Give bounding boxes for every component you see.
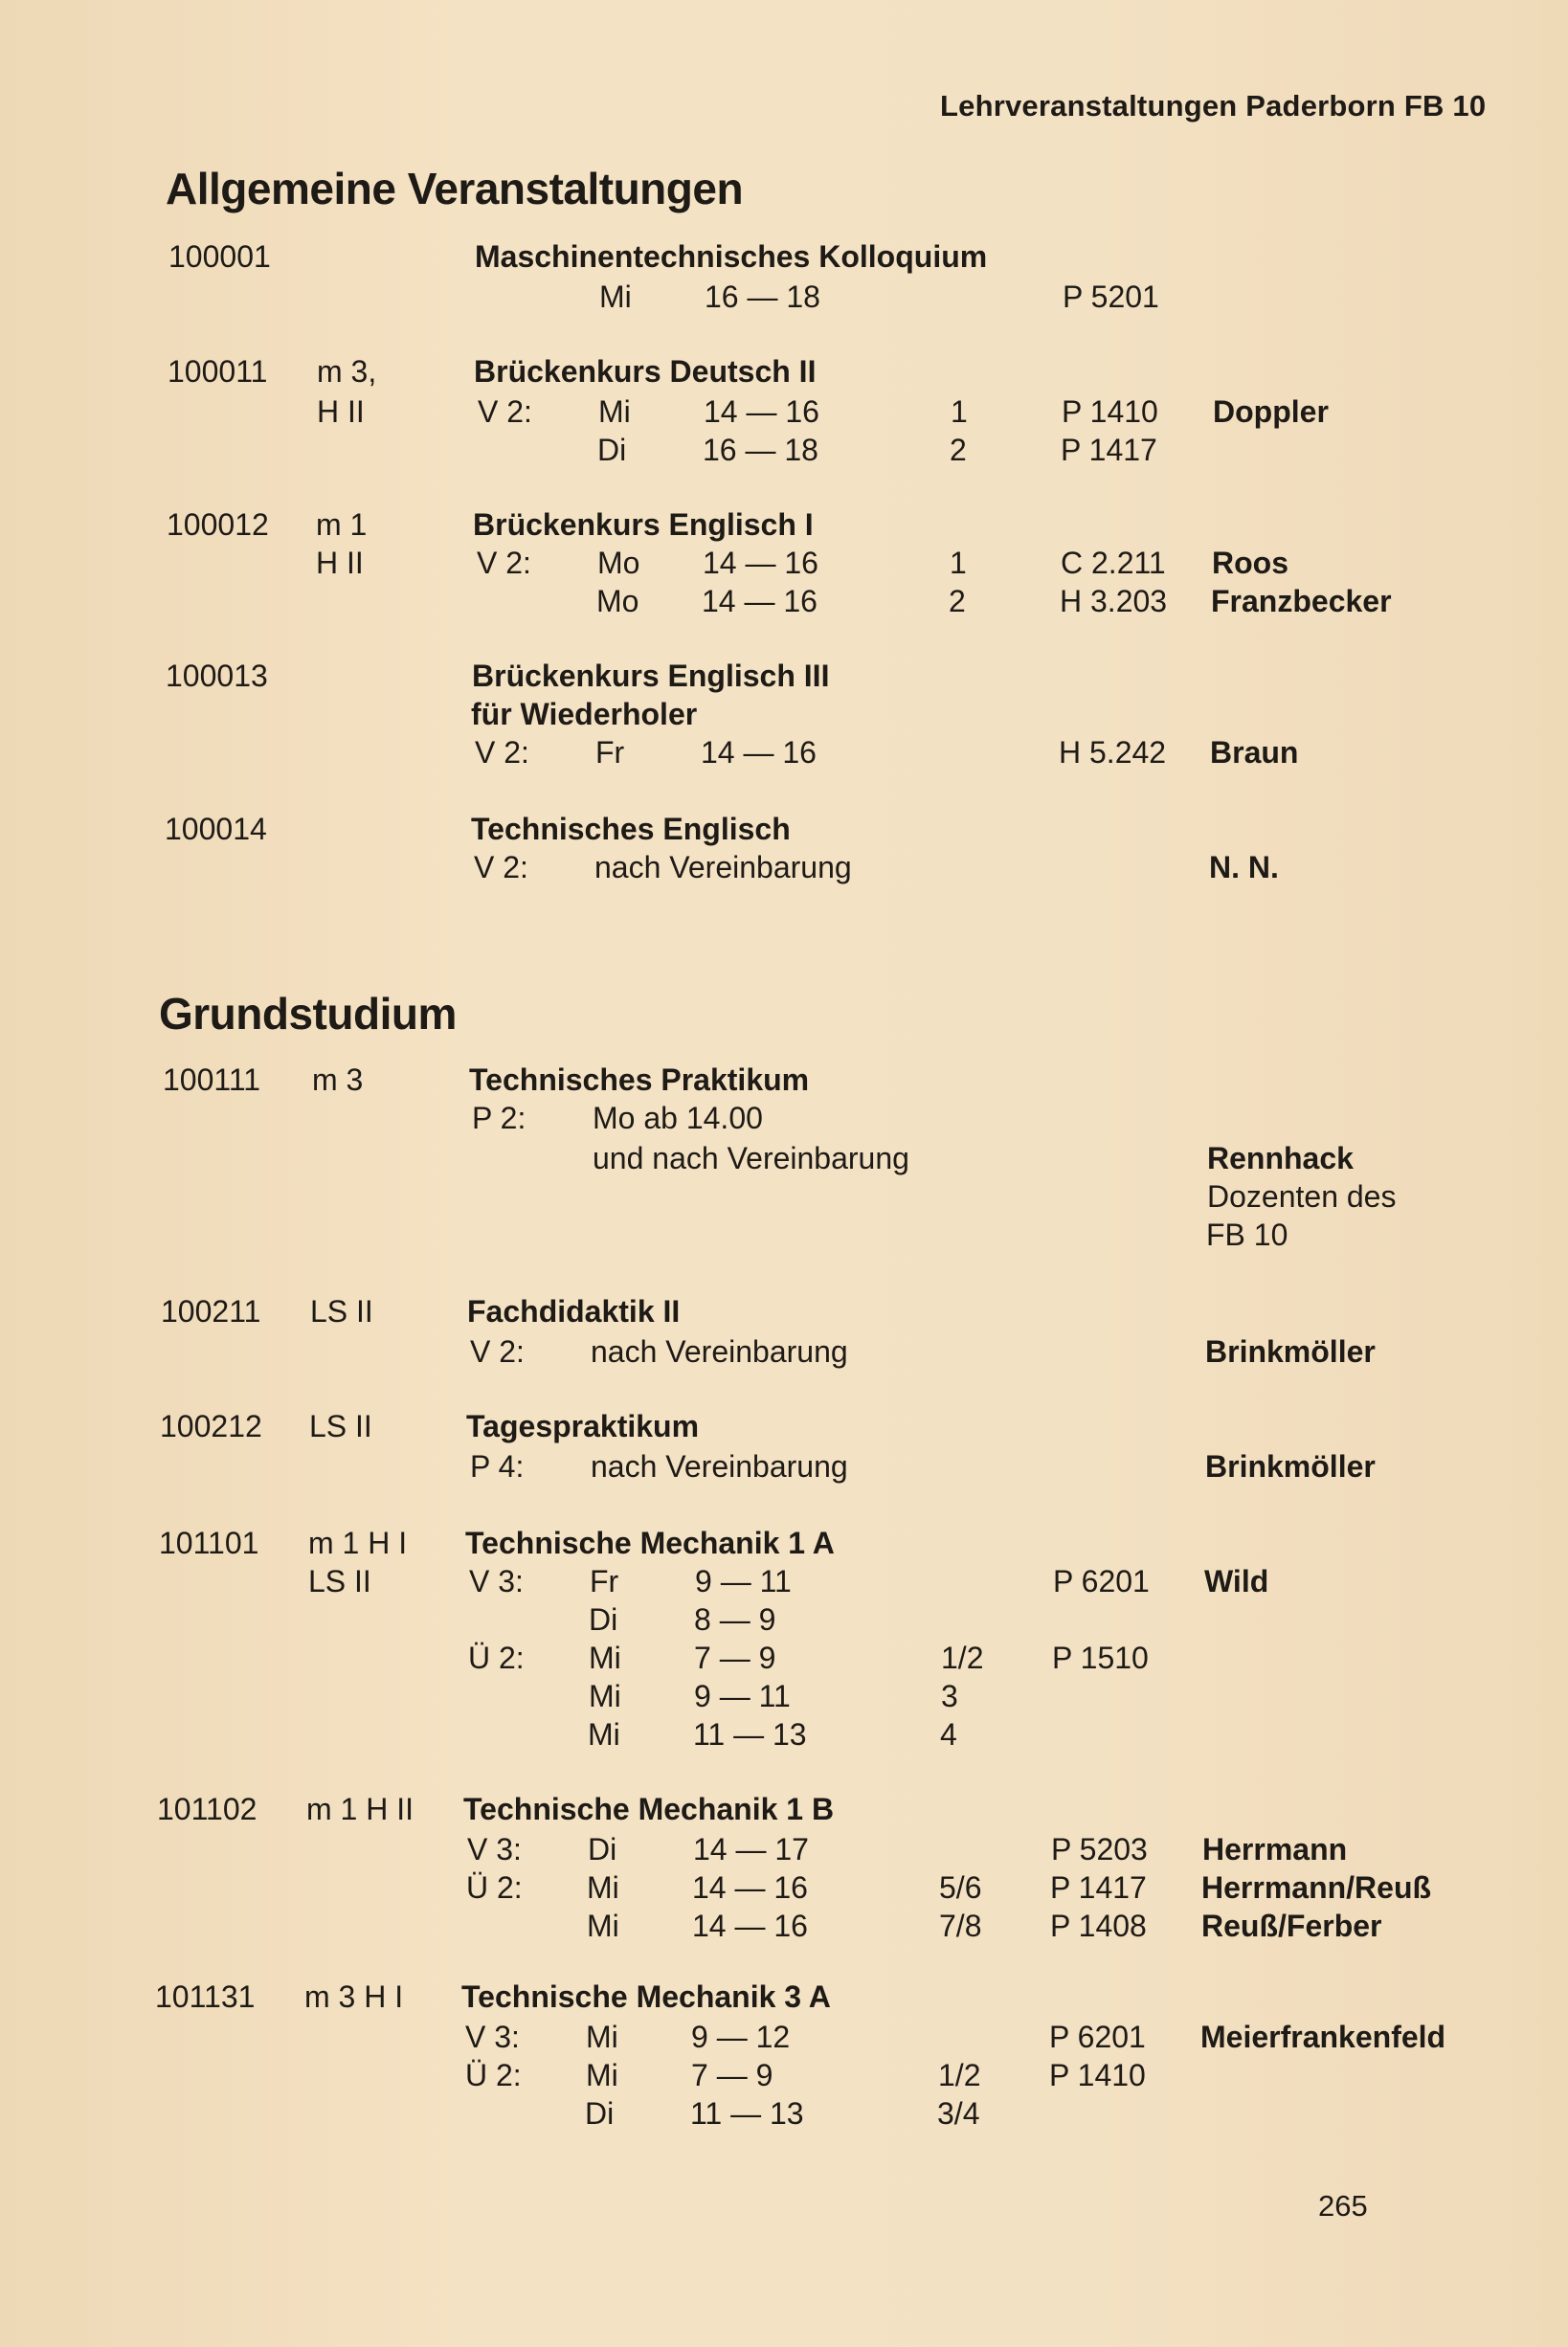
course-title: Brückenkurs Deutsch II — [474, 354, 817, 389]
course-day: Mi — [586, 2020, 618, 2054]
course-time: 14 — 16 — [701, 735, 817, 770]
course-time: 14 — 16 — [692, 1870, 808, 1905]
course-title: Tagespraktikum — [466, 1409, 700, 1443]
course-number: 101102 — [157, 1792, 258, 1826]
course-room: P 5203 — [1051, 1832, 1148, 1866]
course-row — [166, 657, 1551, 695]
course-day: nach Vereinbarung — [591, 1334, 848, 1369]
course-class: m 3 H I — [304, 1979, 404, 2014]
lecturer: Meierfrankenfeld — [1200, 2020, 1446, 2054]
course-type: V 2: — [470, 1334, 525, 1369]
course-type: Ü 2: — [465, 2058, 522, 2092]
lecturer: Brinkmöller — [1205, 1449, 1376, 1484]
course-group: 3 — [941, 1679, 958, 1713]
course-row — [167, 431, 1551, 469]
course-row — [162, 1139, 1551, 1177]
course-day: Mi — [587, 1909, 619, 1943]
lecturer-note: Dozenten des — [1207, 1179, 1397, 1214]
course-row — [168, 237, 1551, 276]
course-time: 16 — 18 — [705, 279, 820, 314]
course-row — [157, 1830, 1551, 1868]
course-number: 100111 — [163, 1062, 261, 1097]
course-row — [155, 2056, 1551, 2094]
course-class: H II — [317, 394, 365, 429]
course-day: Di — [585, 2096, 615, 2131]
course-class: m 3, — [317, 354, 377, 389]
course-room: P 1410 — [1049, 2058, 1146, 2092]
course-number: 100211 — [161, 1294, 261, 1329]
course-row — [156, 1907, 1551, 1945]
course-row — [168, 392, 1551, 431]
course-group: 3/4 — [937, 2096, 980, 2131]
course-title: Technische Mechanik 1 A — [465, 1526, 835, 1560]
course-room: C 2.211 — [1061, 546, 1166, 580]
course-day: Mo — [597, 546, 640, 580]
course-row — [155, 1978, 1551, 2016]
course-room: P 6201 — [1049, 2020, 1146, 2054]
course-row — [167, 544, 1551, 582]
course-row — [165, 695, 1551, 733]
course-day: Fr — [590, 1564, 619, 1598]
course-row — [166, 582, 1551, 620]
course-day: Mo ab 14.00 — [593, 1101, 763, 1135]
lecturer: Roos — [1212, 546, 1288, 580]
course-row — [154, 2094, 1551, 2133]
course-row — [164, 848, 1551, 886]
course-time: 7 — 9 — [691, 2058, 773, 2092]
course-time: 9 — 11 — [694, 1679, 791, 1713]
course-class: m 1 — [316, 507, 368, 542]
course-title: Fachdidaktik II — [467, 1294, 681, 1329]
course-row — [162, 1099, 1551, 1137]
course-type: V 3: — [469, 1564, 524, 1598]
course-row — [157, 1790, 1551, 1828]
course-class: m 1 H I — [308, 1526, 408, 1560]
course-day: Fr — [595, 735, 625, 770]
course-day: Mi — [589, 1679, 621, 1713]
course-group: 2 — [949, 584, 966, 618]
course-number: 101101 — [159, 1526, 259, 1560]
course-type: Ü 2: — [466, 1870, 523, 1905]
course-number: 100012 — [167, 507, 269, 542]
course-day: Mi — [586, 2058, 618, 2092]
course-day: Mo — [596, 584, 639, 618]
course-title: Technisches Englisch — [471, 812, 791, 846]
course-day: nach Vereinbarung — [591, 1449, 848, 1484]
lecturer: Franzbecker — [1211, 584, 1392, 618]
course-time: 7 — 9 — [694, 1641, 776, 1675]
lecturer: Rennhack — [1207, 1141, 1354, 1175]
course-group: 1/2 — [941, 1641, 984, 1675]
course-row — [160, 1332, 1551, 1371]
course-group: 7/8 — [939, 1909, 982, 1943]
course-day: Di — [589, 1602, 618, 1637]
course-class: LS II — [310, 1294, 373, 1329]
lecturer: Herrmann/Reuß — [1201, 1870, 1432, 1905]
course-room: P 5201 — [1063, 279, 1159, 314]
course-type: V 2: — [474, 850, 528, 884]
running-header: Lehrveranstaltungen Paderborn FB 10 — [940, 89, 1487, 123]
course-row — [158, 1639, 1551, 1677]
course-type: Ü 2: — [468, 1641, 525, 1675]
course-class: H II — [316, 546, 364, 580]
course-time: 9 — 11 — [695, 1564, 792, 1598]
course-number: 100212 — [160, 1409, 262, 1443]
course-time: 8 — 9 — [694, 1602, 776, 1637]
course-row — [160, 1447, 1551, 1486]
course-row — [161, 1216, 1551, 1254]
course-time: 14 — 16 — [692, 1909, 808, 1943]
course-day: Mi — [587, 1870, 619, 1905]
course-group: 1/2 — [938, 2058, 981, 2092]
course-number: 100011 — [168, 354, 268, 389]
course-title: Brückenkurs Englisch III — [472, 659, 830, 693]
course-day: Mi — [599, 279, 632, 314]
course-type: V 2: — [477, 546, 531, 580]
course-title: Maschinentechnisches Kolloquium — [475, 239, 988, 274]
course-room: P 1417 — [1061, 433, 1157, 467]
course-type: V 2: — [478, 394, 532, 429]
course-row — [161, 1292, 1551, 1330]
course-number: 100013 — [166, 659, 268, 693]
course-room: H 5.242 — [1059, 735, 1167, 770]
course-type: V 3: — [467, 1832, 522, 1866]
course-time: 14 — 17 — [693, 1832, 809, 1866]
course-time: 16 — 18 — [703, 433, 818, 467]
course-type: V 3: — [465, 2020, 520, 2054]
lecturer: Braun — [1210, 735, 1299, 770]
course-row — [160, 1407, 1551, 1445]
course-row — [168, 278, 1551, 316]
course-class: m 3 — [312, 1062, 364, 1097]
course-row — [159, 1524, 1551, 1562]
course-title: Technische Mechanik 1 B — [463, 1792, 835, 1826]
course-time: 11 — 13 — [693, 1717, 807, 1752]
course-row — [157, 1715, 1551, 1754]
course-group: 2 — [950, 433, 967, 467]
lecturer: Reuß/Ferber — [1201, 1909, 1382, 1943]
course-day: nach Vereinbarung — [594, 850, 852, 884]
lecturer-note: FB 10 — [1206, 1218, 1288, 1252]
lecturer: Herrmann — [1202, 1832, 1348, 1866]
course-type: V 2: — [475, 735, 529, 770]
course-time: 9 — 12 — [691, 2020, 791, 2054]
course-title: Brückenkurs Englisch I — [473, 507, 814, 542]
course-row — [163, 1061, 1551, 1099]
course-class: m 1 H II — [306, 1792, 414, 1826]
course-row — [155, 2018, 1551, 2056]
course-room: P 1410 — [1062, 394, 1158, 429]
course-day: Mi — [588, 1717, 620, 1752]
course-room: P 1510 — [1052, 1641, 1149, 1675]
lecturer: Doppler — [1213, 394, 1329, 429]
course-row — [165, 733, 1551, 771]
course-row — [168, 352, 1551, 391]
course-row — [165, 810, 1551, 848]
course-day: Di — [597, 433, 627, 467]
course-time: 14 — 16 — [702, 584, 818, 618]
course-group: 1 — [950, 546, 967, 580]
course-group: 5/6 — [939, 1870, 982, 1905]
course-row — [162, 1177, 1551, 1216]
course-number: 100001 — [168, 239, 271, 274]
course-time: 11 — 13 — [690, 2096, 804, 2131]
course-room: H 3.203 — [1060, 584, 1168, 618]
course-row — [158, 1600, 1551, 1639]
course-row — [158, 1677, 1551, 1715]
course-time: 14 — 16 — [704, 394, 819, 429]
page-number: 265 — [1318, 2189, 1368, 2223]
course-class: LS II — [309, 1409, 372, 1443]
course-room: P 1408 — [1050, 1909, 1147, 1943]
course-day: und nach Vereinbarung — [593, 1141, 909, 1175]
course-number: 101131 — [155, 1979, 256, 2014]
course-type: P 4: — [470, 1449, 525, 1484]
course-group: 1 — [951, 394, 968, 429]
course-room: P 6201 — [1053, 1564, 1150, 1598]
course-row — [156, 1868, 1551, 1907]
course-class: LS II — [308, 1564, 371, 1598]
course-title: Technische Mechanik 3 A — [461, 1979, 831, 2014]
section-heading-allgemein: Allgemeine Veranstaltungen — [166, 164, 744, 213]
lecturer: Wild — [1204, 1564, 1269, 1598]
lecturer: N. N. — [1209, 850, 1279, 884]
course-row — [159, 1562, 1551, 1600]
course-number: 100014 — [165, 812, 267, 846]
course-row — [167, 505, 1551, 544]
course-group: 4 — [940, 1717, 957, 1752]
course-title: für Wiederholer — [471, 697, 698, 731]
course-day: Mi — [589, 1641, 621, 1675]
course-title: Technisches Praktikum — [469, 1062, 810, 1097]
lecturer: Brinkmöller — [1205, 1334, 1376, 1369]
course-day: Di — [588, 1832, 617, 1866]
course-time: 14 — 16 — [703, 546, 818, 580]
course-room: P 1417 — [1050, 1870, 1147, 1905]
course-day: Mi — [598, 394, 631, 429]
course-type: P 2: — [472, 1101, 526, 1135]
section-heading-grundstudium: Grundstudium — [159, 989, 457, 1039]
